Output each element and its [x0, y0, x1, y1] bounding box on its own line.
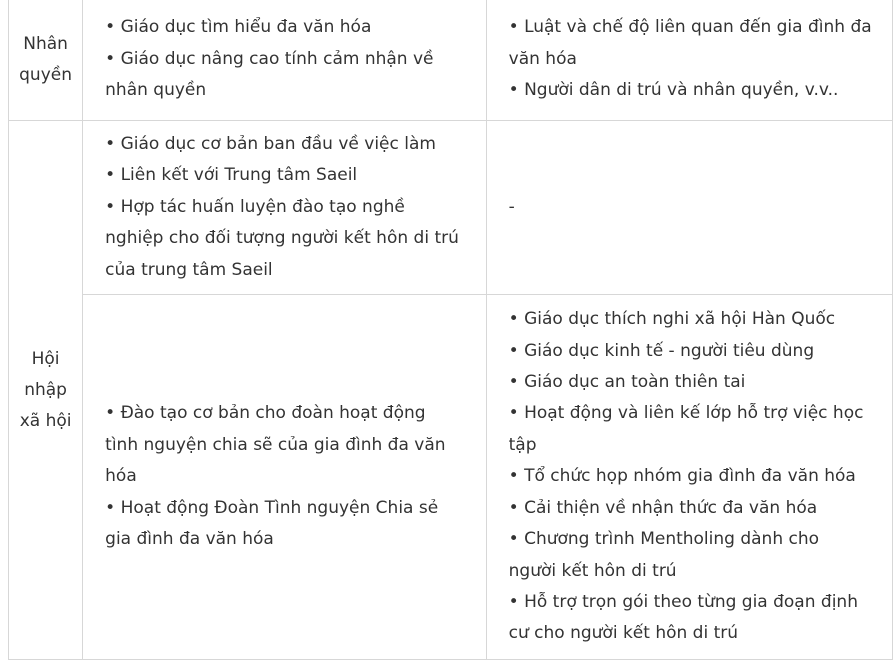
list-item-text: • Chương trình Mentholing dành cho: [508, 529, 820, 550]
list-item: [509, 524, 882, 587]
category-label-line: Hội nhập: [24, 348, 67, 400]
list-item: [509, 336, 882, 367]
empty-dash: -: [508, 196, 515, 217]
list-item: [509, 75, 882, 106]
category-cell-social-integration: [9, 121, 83, 660]
list-item-text: • Luật và chế độ liên quan đến gia đình đa: [508, 17, 872, 38]
table-row-social-integration-a: [9, 121, 893, 295]
content-cell: [83, 0, 486, 121]
list-item-text: • Đào tạo cơ bản cho đoàn hoạt động: [105, 403, 426, 424]
list-item-text: nhân quyền: [105, 80, 207, 101]
content-cell: [486, 0, 892, 121]
list-item: [105, 129, 475, 160]
content-cell: [486, 295, 892, 660]
category-cell-human-rights: [9, 0, 83, 121]
content-cell: [83, 295, 486, 660]
list-item-text: • Người dân di trú và nhân quyền, v.v..: [508, 80, 839, 101]
table-row-social-integration-b: [9, 295, 893, 660]
list-item-text: hóa: [105, 466, 137, 487]
list-item-text: • Hoạt động và liên kế lớp hỗ trợ việc học: [508, 403, 864, 424]
list-item: [509, 493, 882, 524]
content-cell: [83, 121, 486, 295]
list-item-text: • Giáo dục cơ bản ban đầu về việc làm: [105, 133, 436, 154]
list-item-text: • Giáo dục tìm hiểu đa văn hóa: [105, 17, 372, 38]
list-item-text: cư cho người kết hôn di trú: [508, 623, 739, 644]
list-item-text: người kết hôn di trú: [508, 560, 677, 581]
list-item-text: • Giáo dục nâng cao tính cảm nhận về: [105, 48, 434, 69]
list-item-text: nghiệp cho đối tượng người kết hôn di trú: [105, 228, 459, 249]
list-item: [105, 398, 475, 492]
list-item: [105, 160, 475, 191]
category-label-line: quyền: [19, 64, 72, 85]
category-label-line: Nhân: [23, 33, 68, 54]
program-table: [8, 0, 893, 660]
list-item-text: • Hoạt động Đoàn Tình nguyện Chia sẻ: [105, 497, 439, 518]
list-item-text: • Hỗ trợ trọn gói theo từng gia đoạn định: [508, 591, 858, 612]
list-item: [509, 461, 882, 492]
list-item-text: • Giáo dục kinh tế - người tiêu dùng: [508, 340, 815, 361]
list-item-text: • Hợp tác huấn luyện đào tạo nghề: [105, 196, 405, 217]
list-item: [509, 12, 882, 75]
list-item-text: • Cải thiện về nhận thức đa văn hóa: [508, 497, 818, 518]
list-item: [105, 493, 475, 556]
list-item: [509, 587, 882, 650]
list-item-text: tập: [508, 434, 537, 455]
list-item: [509, 367, 882, 398]
list-item-text: • Tổ chức họp nhóm gia đình đa văn hóa: [508, 466, 856, 487]
category-label-line: xã hội: [19, 410, 72, 431]
list-item-text: • Liên kết với Trung tâm Saeil: [105, 165, 358, 186]
content-cell: [486, 121, 892, 295]
list-item-text: văn hóa: [508, 48, 577, 69]
list-item-text: • Giáo dục thích nghi xã hội Hàn Quốc: [508, 309, 836, 330]
list-item: [105, 12, 475, 43]
list-item-text: • Giáo dục an toàn thiên tai: [508, 372, 746, 393]
list-item-text: gia đình đa văn hóa: [105, 529, 274, 550]
list-item: [509, 304, 882, 335]
list-item: [509, 398, 882, 461]
list-item: [105, 192, 475, 286]
list-item-text: của trung tâm Saeil: [105, 259, 273, 280]
list-item-text: tình nguyện chia sẽ của gia đình đa văn: [105, 434, 446, 455]
table-row-human-rights: [9, 0, 893, 121]
list-item: [105, 44, 475, 107]
